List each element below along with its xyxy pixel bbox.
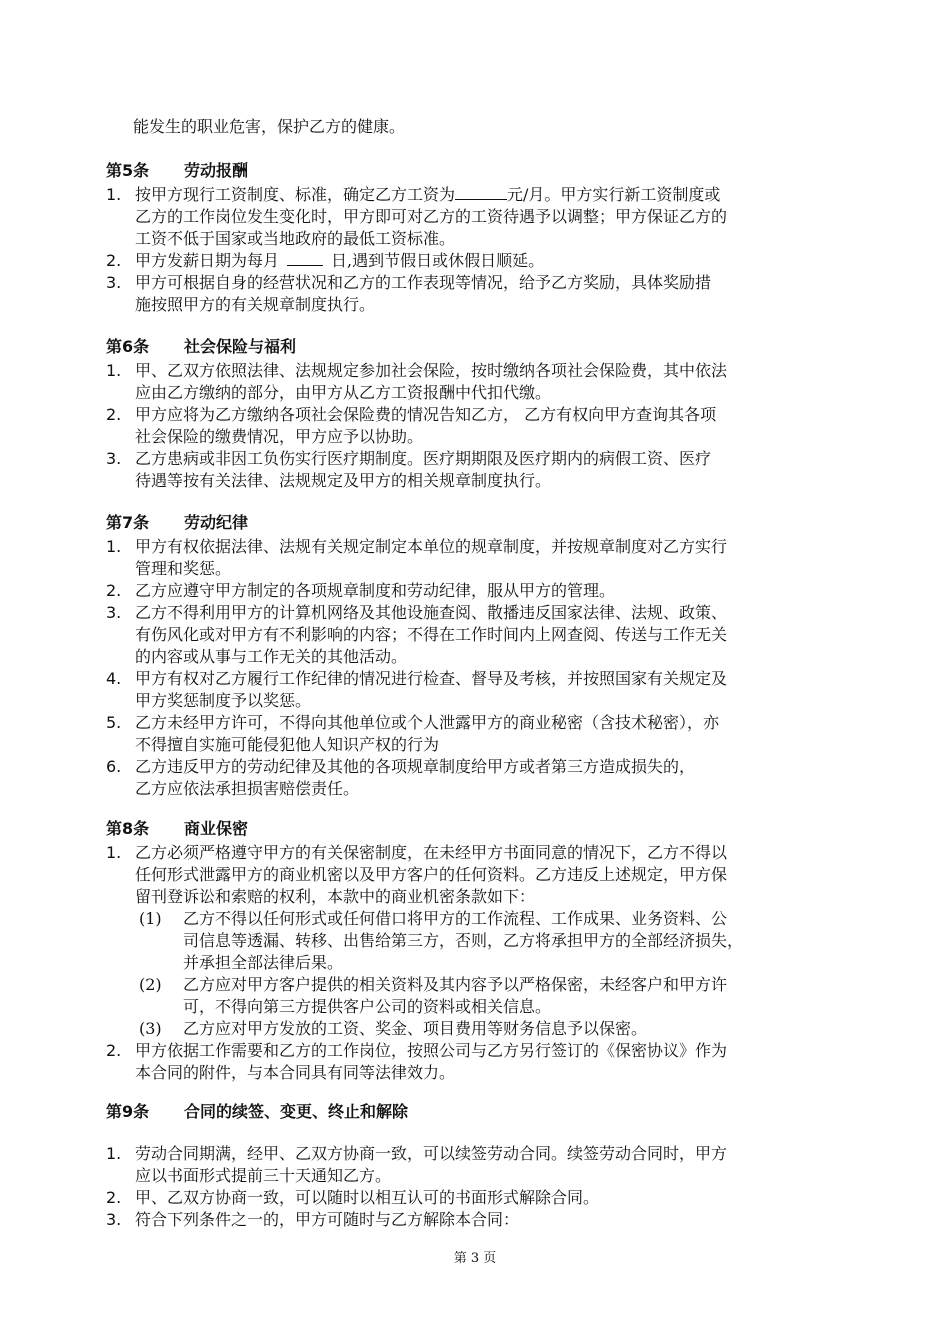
list-item (106, 448, 866, 492)
item-number: 2. (106, 581, 122, 600)
list-item (106, 668, 866, 712)
article-number: 第8条 (106, 819, 150, 838)
sub-item-text: 司信息等透漏、转移、出售给第三方，否则，乙方将承担甲方的全部经济损失， (183, 931, 744, 950)
item-text: 应由乙方缴纳的部分，由甲方从乙方工资报酬中代扣代缴。 (135, 383, 552, 402)
article-title: 商业保密 (184, 819, 249, 838)
article-9-heading (106, 1101, 866, 1123)
item-number: 6. (106, 757, 122, 776)
list-item (106, 184, 866, 250)
item-text: 元/月。甲方实行新工资制度或 (507, 185, 721, 204)
article-title: 合同的续签、变更、终止和解除 (184, 1102, 409, 1121)
sub-item-text: 并承担全部法律后果。 (183, 953, 344, 972)
item-number: 4. (106, 669, 122, 688)
item-text: 乙方患病或非因工负伤实行医疗期制度。医疗期期限及医疗期内的病假工资、医疗 (135, 449, 712, 468)
article-9-items (106, 1143, 866, 1231)
item-number: 1. (106, 361, 122, 380)
item-text: 的内容或从事与工作无关的其他活动。 (135, 647, 408, 666)
article-8-heading (106, 818, 866, 840)
item-number: 2. (106, 1041, 122, 1060)
article-8 (106, 818, 866, 1084)
sub-item-text: 乙方不得以任何形式或任何借口将甲方的工作流程、工作成果、业务资料、公 (183, 909, 728, 928)
item-text: 甲方有权对乙方履行工作纪律的情况进行检查、督导及考核，并按照国家有关规定及 (135, 669, 728, 688)
list-item (106, 360, 866, 404)
item-text: 甲、乙双方依照法律、法规规定参加社会保险，按时缴纳各项社会保险费，其中依法 (135, 361, 728, 380)
item-text: 符合下列条件之一的，甲方可随时与乙方解除本合同： (135, 1210, 520, 1229)
list-item (106, 842, 866, 908)
sub-item-text: 乙方应对甲方客户提供的相关资料及其内容予以严格保密，未经客户和甲方许 (183, 975, 728, 994)
item-number: 2. (106, 1188, 122, 1207)
sub-item-text: 乙方应对甲方发放的工资、奖金、项目费用等财务信息予以保密。 (183, 1019, 648, 1038)
item-text: 甲、乙双方协商一致，可以随时以相互认可的书面形式解除合同。 (135, 1188, 600, 1207)
item-number: 3. (106, 603, 122, 622)
item-text: 工资不低于国家或当地政府的最低工资标准。 (135, 229, 456, 248)
item-text: 甲方应将为乙方缴纳各项社会保险费的情况告知乙方， 乙方有权向甲方查询其各项 (135, 405, 717, 424)
item-number: 3. (106, 449, 122, 468)
item-text: 乙方不得利用甲方的计算机网络及其他设施查阅、散播违反国家法律、法规、政策、 (135, 603, 728, 622)
item-text: 甲方有权依据法律、法规有关规定制定本单位的规章制度，并按规章制度对乙方实行 (135, 537, 728, 556)
article-5 (106, 160, 866, 316)
list-item (106, 272, 866, 316)
item-text: 日,遇到节假日或休假日顺延。 (331, 251, 545, 270)
item-text: 社会保险的缴费情况，甲方应予以协助。 (135, 427, 424, 446)
item-text: 乙方违反甲方的劳动纪律及其他的各项规章制度给甲方或者第三方造成损失的， (135, 757, 696, 776)
intro-line: 能发生的职业危害，保护乙方的健康。 (133, 117, 406, 136)
article-number: 第5条 (106, 161, 150, 180)
item-number: 1. (106, 185, 122, 204)
item-text: 劳动合同期满，经甲、乙双方协商一致，可以续签劳动合同。续签劳动合同时，甲方 (135, 1144, 728, 1163)
item-text: 任何形式泄露甲方的商业机密以及甲方客户的任何资料。乙方违反上述规定，甲方保 (135, 865, 728, 884)
sub-item-number: (3) (139, 1019, 162, 1038)
list-item (106, 404, 866, 448)
item-text: 按甲方现行工资制度、标准，确定乙方工资为 (135, 185, 456, 204)
sub-item (106, 1018, 866, 1040)
article-5-heading (106, 160, 866, 182)
sub-item (106, 974, 866, 1018)
list-item (106, 580, 866, 602)
item-number: 2. (106, 405, 122, 424)
article-title: 社会保险与福利 (184, 337, 297, 356)
item-text: 乙方未经甲方许可，不得向其他单位或个人泄露甲方的商业秘密（含技术秘密），亦 (135, 713, 720, 732)
item-text: 管理和奖惩。 (135, 559, 232, 578)
article-title: 劳动纪律 (184, 513, 249, 532)
item-text: 甲方可根据自身的经营状况和乙方的工作表现等情况，给予乙方奖励，具体奖励措 (135, 273, 712, 292)
sub-item-text: 可，不得向第三方提供客户公司的资料或相关信息。 (183, 997, 552, 1016)
payday-blank (287, 250, 323, 266)
item-number: 3. (106, 273, 122, 292)
item-text: 应以书面形式提前三十天通知乙方。 (135, 1166, 392, 1185)
item-text: 施按照甲方的有关规章制度执行。 (135, 295, 376, 314)
list-item (106, 712, 866, 756)
list-item (106, 536, 866, 580)
salary-blank (455, 184, 507, 200)
list-item (106, 1143, 866, 1187)
article-number: 第7条 (106, 513, 150, 532)
item-text: 甲方奖惩制度予以奖惩。 (135, 691, 312, 710)
item-text: 不得擅自实施可能侵犯他人知识产权的行为 (135, 735, 440, 754)
item-text: 乙方必须严格遵守甲方的有关保密制度，在未经甲方书面同意的情况下，乙方不得以 (135, 843, 728, 862)
item-number: 1. (106, 1144, 122, 1163)
list-item (106, 1209, 866, 1231)
item-text: 有伤风化或对甲方有不利影响的内容；不得在工作时间内上网查阅、传送与工作无关 (135, 625, 728, 644)
item-text: 甲方发薪日期为每月 (135, 251, 280, 270)
item-number: 5. (106, 713, 122, 732)
article-title: 劳动报酬 (184, 161, 249, 180)
sub-item (106, 908, 866, 974)
list-item (106, 250, 866, 272)
article-number: 第6条 (106, 337, 150, 356)
item-text: 留刊登诉讼和索赔的权利，本款中的商业机密条款如下： (135, 887, 536, 906)
article-6-heading (106, 336, 866, 358)
item-text: 待遇等按有关法律、法规规定及甲方的相关规章制度执行。 (135, 471, 552, 490)
list-item (106, 1187, 866, 1209)
sub-item-number: (1) (139, 909, 162, 928)
page-number: 第 3 页 (453, 1251, 497, 1266)
item-text: 乙方的工作岗位发生变化时，甲方即可对乙方的工资待遇予以调整；甲方保证乙方的 (135, 207, 728, 226)
item-number: 3. (106, 1210, 122, 1229)
list-item (106, 1040, 866, 1084)
item-number: 2. (106, 251, 122, 270)
sub-item-number: (2) (139, 975, 162, 994)
item-number: 1. (106, 537, 122, 556)
list-item (106, 756, 866, 800)
list-item (106, 602, 866, 668)
article-7-heading (106, 512, 866, 534)
article-6 (106, 336, 866, 492)
item-text: 乙方应遵守甲方制定的各项规章制度和劳动纪律，服从甲方的管理。 (135, 581, 616, 600)
item-text: 本合同的附件，与本合同具有同等法律效力。 (135, 1063, 456, 1082)
item-number: 1. (106, 843, 122, 862)
item-text: 乙方应依法承担损害赔偿责任。 (135, 779, 360, 798)
item-text: 甲方依据工作需要和乙方的工作岗位，按照公司与乙方另行签订的《保密协议》作为 (135, 1041, 728, 1060)
article-9 (106, 1101, 866, 1125)
article-7 (106, 512, 866, 800)
article-number: 第9条 (106, 1102, 150, 1121)
